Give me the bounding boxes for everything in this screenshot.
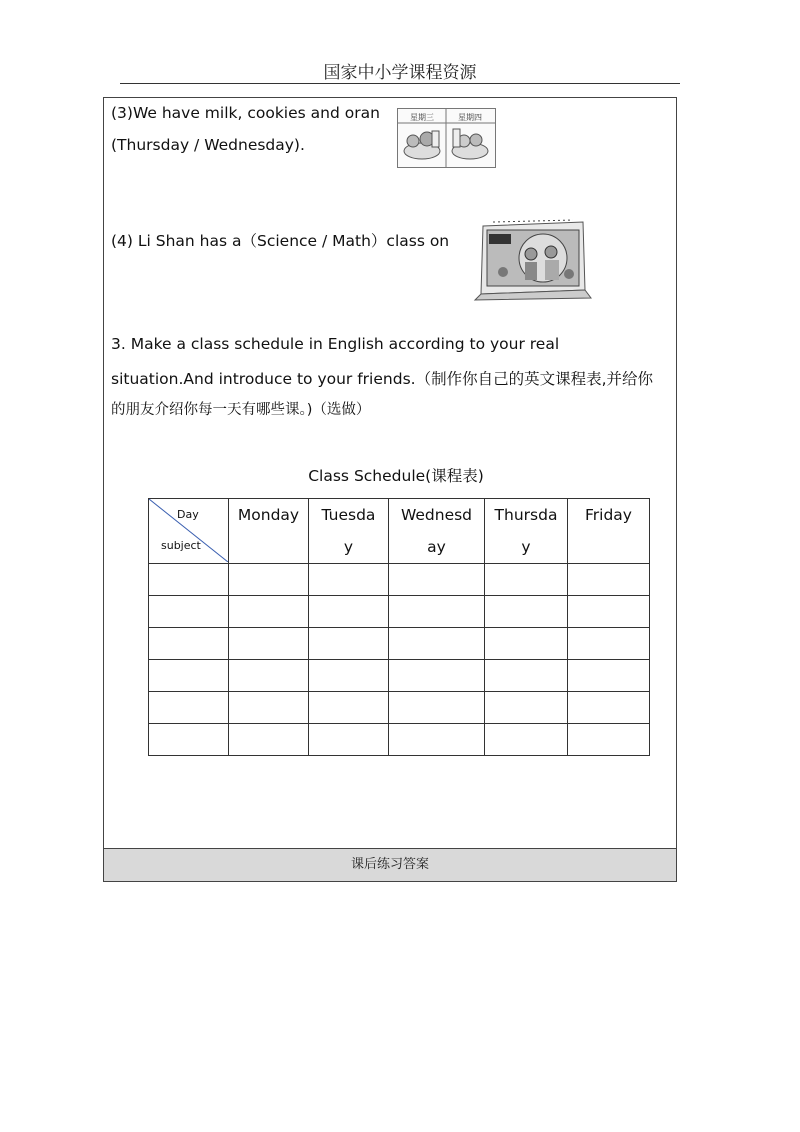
question-3-line-2: (Thursday / Wednesday).	[111, 136, 305, 154]
day-header-friday	[568, 499, 650, 564]
day-header-text-cont: ay	[427, 538, 446, 556]
table-cell[interactable]	[229, 724, 309, 756]
header-divider	[120, 83, 680, 84]
table-cell[interactable]	[309, 628, 389, 660]
schedule-title: Class Schedule(课程表)	[308, 467, 484, 485]
table-row	[149, 596, 650, 628]
table-cell[interactable]	[568, 596, 650, 628]
day-header-text: Tuesda	[321, 506, 376, 524]
table-cell[interactable]	[229, 564, 309, 596]
table-cell[interactable]	[149, 692, 229, 724]
answer-key-label: 课后练习答案	[350, 857, 429, 872]
table-cell[interactable]	[568, 564, 650, 596]
day-header-text: Thursda	[494, 506, 558, 524]
table-cell[interactable]	[485, 660, 568, 692]
table-cell[interactable]	[229, 628, 309, 660]
day-header-text: Wednesd	[400, 506, 473, 524]
corner-day-label: Day	[177, 508, 199, 521]
table-cell[interactable]	[568, 628, 650, 660]
table-cell[interactable]	[309, 692, 389, 724]
day-header-text-cont: y	[521, 538, 531, 556]
table-cell[interactable]	[309, 724, 389, 756]
day-header-monday	[229, 499, 309, 564]
table-cell[interactable]	[485, 724, 568, 756]
table-cell[interactable]	[149, 628, 229, 660]
table-cell[interactable]	[389, 596, 485, 628]
table-row	[149, 724, 650, 756]
day-header-text: Friday	[585, 506, 632, 524]
day-header-text: Monday	[237, 506, 300, 524]
table-cell[interactable]	[568, 692, 650, 724]
table-cell[interactable]	[389, 564, 485, 596]
food-picture	[397, 108, 496, 168]
table-cell[interactable]	[485, 628, 568, 660]
table-cell[interactable]	[309, 660, 389, 692]
food-picture-drawing	[398, 109, 495, 167]
table-cell[interactable]	[149, 724, 229, 756]
answer-key-bar[interactable]	[103, 848, 677, 882]
table-row	[149, 660, 650, 692]
page-header: 国家中小学课程资源	[323, 63, 477, 83]
table-row	[149, 692, 650, 724]
day-header-tuesday	[309, 499, 389, 564]
question-3-line-1: (3)We have milk, cookies and oran	[111, 104, 380, 122]
day-header-text-cont: y	[343, 538, 354, 556]
schedule-header-row	[149, 499, 650, 564]
table-cell[interactable]	[389, 724, 485, 756]
table-cell[interactable]	[229, 660, 309, 692]
table-cell[interactable]	[389, 628, 485, 660]
table-cell[interactable]	[309, 564, 389, 596]
wednesday-label: 星期三	[410, 113, 434, 122]
table-cell[interactable]	[229, 692, 309, 724]
calendar-drawing	[473, 212, 597, 302]
table-cell[interactable]	[485, 596, 568, 628]
table-row	[149, 628, 650, 660]
corner-cell	[149, 499, 229, 564]
table-cell[interactable]	[149, 564, 229, 596]
calendar-picture	[473, 212, 597, 302]
table-cell[interactable]	[568, 724, 650, 756]
table-cell[interactable]	[149, 660, 229, 692]
table-row	[149, 564, 650, 596]
day-header-wednesday	[389, 499, 485, 564]
table-cell[interactable]	[229, 596, 309, 628]
table-cell[interactable]	[485, 692, 568, 724]
table-cell[interactable]	[389, 660, 485, 692]
task-3-line-2: situation.And introduce to your friends.（制作你自己的英文课程表,并给你	[111, 370, 653, 388]
table-cell[interactable]	[149, 596, 229, 628]
question-4-line: (4) Li Shan has a（Science / Math）class on	[111, 232, 450, 250]
table-cell[interactable]	[309, 596, 389, 628]
day-header-thursday	[485, 499, 568, 564]
corner-subject-label: subject	[161, 539, 201, 552]
thursday-label: 星期四	[458, 113, 482, 122]
table-cell[interactable]	[389, 692, 485, 724]
task-3-line-3: 的朋友介绍你每一天有哪些课。)（选做）	[111, 402, 371, 418]
task-3-line-1: 3. Make a class schedule in English according to your real	[111, 335, 560, 353]
table-cell[interactable]	[485, 564, 568, 596]
table-cell[interactable]	[568, 660, 650, 692]
class-schedule-table	[148, 498, 650, 756]
